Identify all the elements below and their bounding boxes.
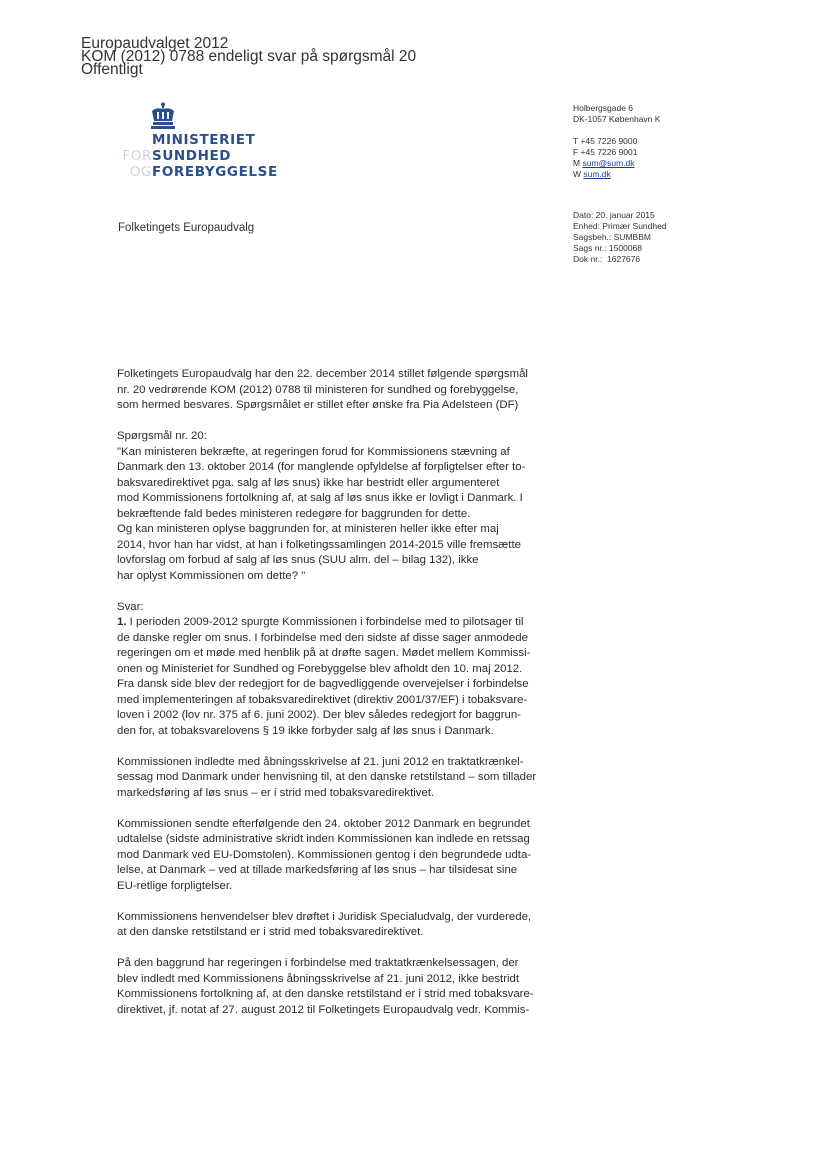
stamp-status: Offentligt bbox=[81, 61, 143, 78]
ministry-logo bbox=[118, 100, 288, 185]
meta-unit: Enhed: Primær Sundhed bbox=[573, 221, 667, 231]
recipient: Folketingets Europaudvalg bbox=[118, 222, 255, 234]
meta-handler: Sagsbeh.: SUMBBM bbox=[573, 232, 651, 242]
answer-number: 1. bbox=[117, 616, 127, 628]
answer-heading: Svar: bbox=[117, 600, 144, 613]
phone: T +45 7226 9000 bbox=[573, 136, 638, 146]
meta-doc-no: Dok nr.: 1627676 bbox=[573, 254, 641, 264]
logo-row-1: MINISTERIET bbox=[152, 132, 256, 148]
address-block bbox=[573, 103, 660, 180]
archive-stamp bbox=[81, 37, 416, 76]
meta-block bbox=[573, 210, 667, 265]
address-city: DK-1057 København K bbox=[573, 114, 661, 124]
email-link[interactable]: sum@sum.dk bbox=[582, 158, 635, 168]
answer-paragraph-1: Svar: 1. I perioden 2009-2012 spurgte Kommissionen i forbindelse med to pilotsager til de danske regler om snus. I forbindelse med den sidste af disse sager anmodede regeringen om et møde med henblik på at drøfte sagen. Mødet mellem Kommissi- onen og Ministeriet for Sundhed og Forebyggelse blev afholdt den 10. maj 2012. Fra dansk side blev der redegjort for de bagvedliggende overvejelser i forbindelse med implementeringen af tobaksvaredirektivet (direktiv 2001/37/EF) i tobaksvare- loven i 2002 (lov nr. 375 af 6. juni 2002). Der blev således redegjort for baggrun- den for, at tobaksvarelovens § 19 ikke forbyder salg af løs snus i Danmark. bbox=[117, 600, 557, 740]
answer-paragraph-5: På den baggrund har regeringen i forbindelse med traktatkrænkelsessagen, der blev indledt med Kommissionens åbningsskrivelse af 21. juni 2012, ikke bestridt Kommissionens fortolkning af, at den danske retstilstand er i strid med tobaksvare- direktivet, jf. notat af 27. august 2012 til Folketingets Europaudvalg vedr. Kommis- bbox=[117, 957, 534, 1016]
logo-row-3: OGFOREBYGGELSE bbox=[129, 164, 278, 180]
meta-case-no: Sags nr.: 1500068 bbox=[573, 243, 643, 253]
crown-icon bbox=[148, 102, 178, 130]
email-row: M sum@sum.dk bbox=[573, 158, 635, 168]
answer-paragraph-2: Kommissionen indledte med åbningsskrivelse af 21. juni 2012 en traktatkrænkel- sessag mod Danmark under henvisning til, at den danske retstilstand – som tillader markedsføring af løs snus – er i strid med tobaksvaredirektivet. bbox=[117, 755, 537, 799]
question-paragraph: Spørgsmål nr. 20: "Kan ministeren bekræfte, at regeringen forud for Kommissionens stævning af Danmark den 13. oktober 2014 (for manglende opfyldelse af forpligtelser efter to- baksvaredirektivet pga. salg af løs snus) ikke har bestridt eller argumenteret mod Kommissionens fortolkning af, at salg af løs snus ikke er lovligt i Danmark. I bekræftende fald bedes ministeren redegøre for baggrunden for dette. Og kan ministeren oplyse baggrunden for, at ministeren heller ikke efter maj 2014, hvor han har vidst, at han i folketingssamlingen 2014-2015 ville fremsætte lovforslag om forbud af salg af løs snus (SUU alm. del – bilag 132), ikke har oplyst Kommissionen om dette? " bbox=[117, 429, 557, 584]
letter-body bbox=[117, 367, 557, 1034]
stamp-case: KOM (2012) 0788 endeligt svar på spørgsmål 20 bbox=[81, 48, 417, 65]
fax: F +45 7226 9001 bbox=[573, 147, 638, 157]
logo-row-2: FORSUNDHED bbox=[122, 148, 232, 164]
answer-paragraph-4: Kommissionens henvendelser blev drøftet i Juridisk Specialudvalg, der vurderede, at den danske retstilstand er i strid med tobaksvaredirektivet. bbox=[117, 910, 532, 938]
intro-paragraph: Folketingets Europaudvalg har den 22. december 2014 stillet følgende spørgsmål nr. 20 vedrørende KOM (2012) 0788 til ministeren for sundhed og forebyggelse, som hermed besvares. Spørgsmålet er stillet efter ønske fra Pia Adelsteen (DF) bbox=[117, 368, 528, 411]
stamp-committee: Europaudvalget 2012 bbox=[81, 35, 229, 52]
answer-paragraph-3: Kommissionen sendte efterfølgende den 24. oktober 2012 Danmark en begrundet udtalelse (sidste administrative skridt inden Kommissionen kan indlede en retssag mod Danmark ved EU-Domstolen). Kommissionen gentog i den begrundede udta- lelse, at Danmark – ved at tillade markedsføring af løs snus – har tilsidesat sine EU-retlige forpligtelser. bbox=[117, 817, 532, 892]
meta-date: Dato: 20. januar 2015 bbox=[573, 210, 655, 220]
web-link[interactable]: sum.dk bbox=[583, 169, 611, 179]
web-row: W sum.dk bbox=[573, 169, 611, 179]
question-heading: Spørgsmål nr. 20: bbox=[117, 430, 207, 442]
address-street: Holbergsgade 6 bbox=[573, 103, 634, 113]
